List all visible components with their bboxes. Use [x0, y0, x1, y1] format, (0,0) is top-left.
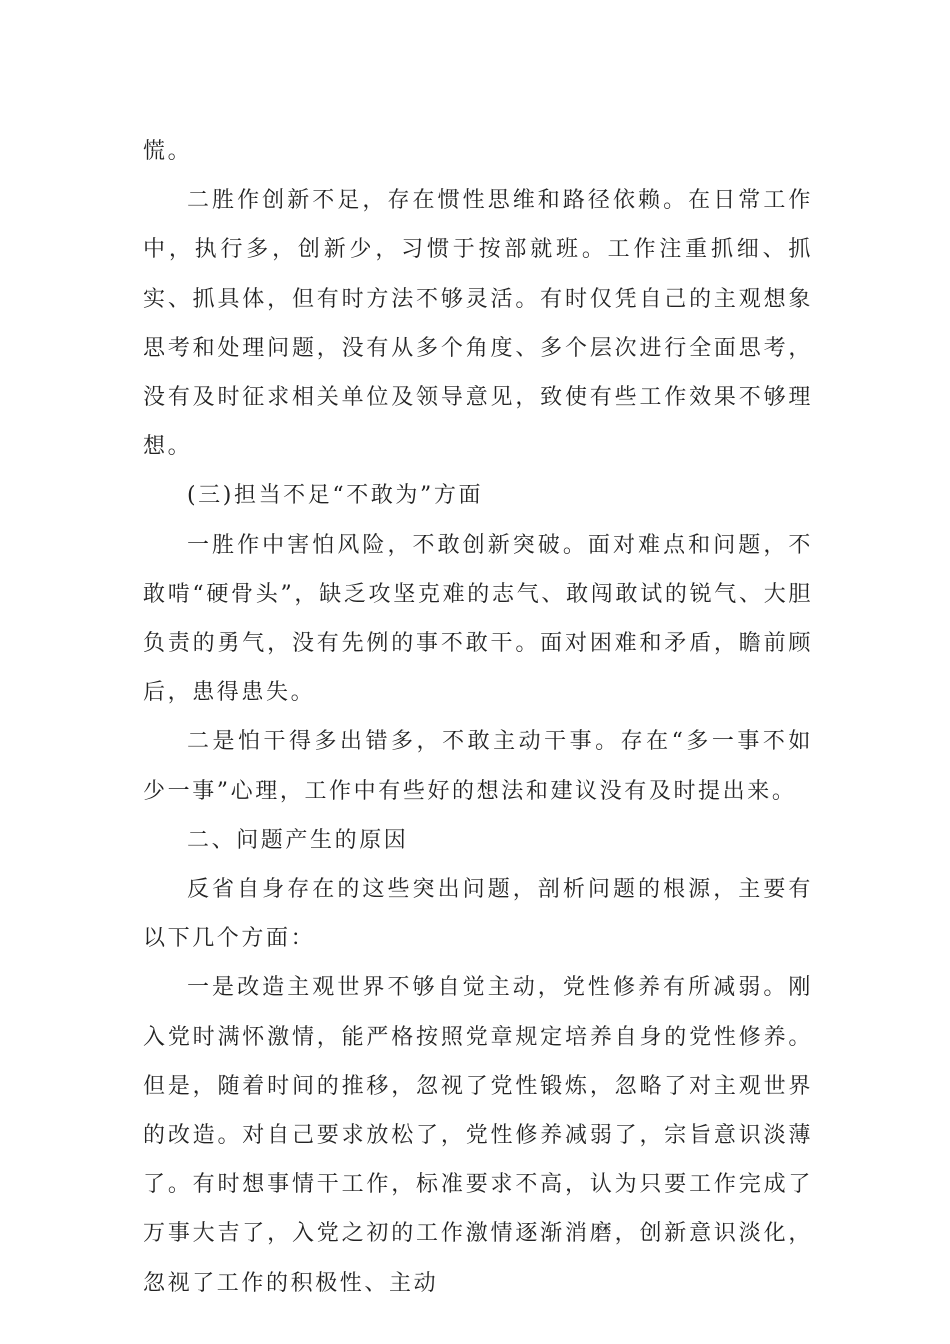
section-heading: 二、问题产生的原因	[187, 827, 409, 853]
section-heading: (三)担当不足“不敢为”方面	[187, 483, 484, 509]
paragraph: 一是改造主观世界不够自觉主动，党性修养有所减弱。刚入党时满怀激情，能严格按照党章规定培养自身的党性修养。但是，随着时间的推移，忽视了党性锻炼，忽略了对主观世界的改造。对自己要求放松了，党性修养减弱了，宗旨意识淡薄了。有时想事情干工作，标准要求不高，认为只要工作完成了万事大吉了，入党之初的工作激情逐渐消磨，创新意识淡化，忽视了工作的积极性、主动	[143, 975, 813, 1296]
paragraph: 一胜作中害怕风险，不敢创新突破。面对难点和问题，不敢啃“硬骨头”，缺乏攻坚克难的志气、敢闯敢试的锐气、大胆负责的勇气，没有先例的事不敢干。面对困难和矛盾，瞻前顾后，患得患失。	[143, 532, 813, 706]
paragraph: 慌。	[143, 139, 193, 164]
paragraph: 反省自身存在的这些突出问题，剖析问题的根源，主要有以下几个方面：	[143, 877, 813, 952]
paragraph: 二是怕干得多出错多，不敢主动干事。存在“多一事不如少一事”心理，工作中有些好的想法和建议没有及时提出来。	[143, 729, 813, 804]
paragraph: 二胜作创新不足，存在惯性思维和路径依赖。在日常工作中，执行多，创新少，习惯于按部就班。工作注重抓细、抓实、抓具体，但有时方法不够灵活。有时仅凭自己的主观想象思考和处理问题，没有从多个角度、多个层次进行全面思考，没有及时征求相关单位及领导意见，致使有些工作效果不够理想。	[143, 188, 813, 460]
document-body	[143, 127, 813, 1308]
